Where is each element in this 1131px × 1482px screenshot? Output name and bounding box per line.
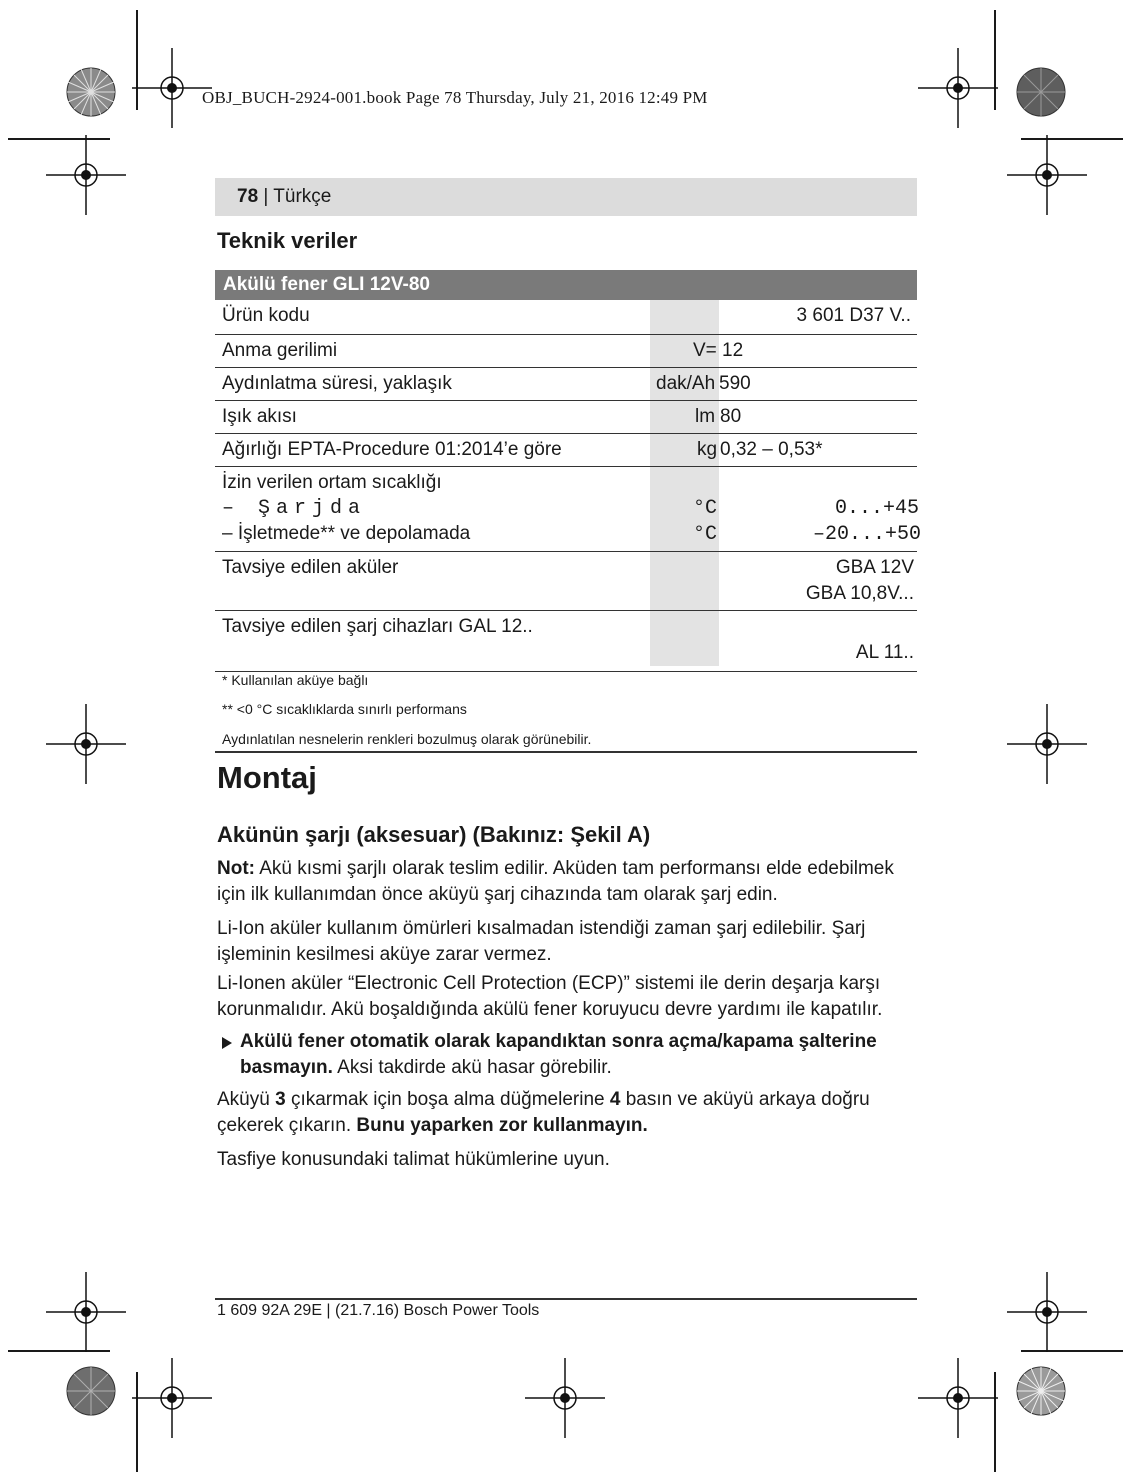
remove-text: çıkarmak için boşa alma düğmelerine <box>285 1089 610 1110</box>
spec-label: Işık akısı <box>222 406 297 427</box>
release-button-reference: 4 <box>609 1089 621 1110</box>
spec-label: İzin verilen ortam sıcaklığı <box>222 472 442 493</box>
spec-value: 80 <box>720 406 742 427</box>
footnote: * Kullanılan aküye bağlı <box>222 672 369 688</box>
warning-text: Aksi takdirde akü hasar görebilir. <box>332 1057 612 1078</box>
spec-table <box>215 270 921 672</box>
footer-rule <box>215 1298 917 1300</box>
remove-text: Aküyü <box>217 1089 276 1110</box>
page-language: Türkçe <box>273 186 332 207</box>
spec-value: GBA 12V <box>835 557 914 578</box>
registration-crosshair-icon <box>132 1358 212 1438</box>
battery-reference: 3 <box>275 1089 286 1110</box>
section-rule <box>215 751 917 753</box>
registration-crosshair-icon <box>918 1358 998 1438</box>
registration-crosshair-icon <box>132 48 212 128</box>
spec-row-luminous-flux <box>215 401 917 434</box>
spec-unit: lm <box>695 406 716 427</box>
spec-row-voltage <box>215 335 917 368</box>
warning-bullet <box>222 1029 922 1081</box>
rosette-icon <box>66 1366 116 1416</box>
remove-text: basın ve aküyü arkaya doğru çekerek çıkarın. <box>217 1089 870 1136</box>
paragraph-ecp: Li-Ionen aküler “Electronic Cell Protection (ECP)” sistemi ile derin deşarja karşı korunmalıdır. Akü boşaldığında akülü fener koruyucu devre yardımı ile kapatılır. <box>217 973 883 1020</box>
spec-row-product-code <box>215 300 917 335</box>
spec-row-temperature <box>215 467 921 552</box>
footnote: ** <0 °C sıcaklıklarda sınırlı performans <box>222 701 467 717</box>
spec-row-chargers <box>215 611 917 672</box>
spec-row-batteries <box>215 552 917 611</box>
charging-heading: Akünün şarjı (aksesuar) (Bakınız: Şekil A) <box>217 822 651 847</box>
registration-crosshair-icon <box>918 48 998 128</box>
registration-crosshair-icon <box>46 704 126 784</box>
footnote: Aydınlatılan nesnelerin renkleri bozulmuş olarak görünebilir. <box>222 731 592 747</box>
spec-value: –20...+50 <box>812 523 921 546</box>
spec-row-weight <box>215 434 917 467</box>
rosette-icon <box>1016 1366 1066 1416</box>
note-text: Akü kısmi şarjlı olarak teslim edilir. Aküden tam performansı elde edebilmek için ilk kullanımdan önce aküyü şarj cihazında tam olarak şarj edin. <box>217 858 894 905</box>
registration-crosshair-icon <box>525 1358 605 1438</box>
page-number: 78 <box>237 186 259 207</box>
spec-unit: °C <box>693 497 718 520</box>
rosette-icon <box>1016 67 1066 117</box>
spec-value: 3 601 D37 V.. <box>796 305 911 326</box>
registration-crosshair-icon <box>1007 135 1087 215</box>
spec-unit: °C <box>693 523 718 546</box>
spec-label: Ağırlığı EPTA-Procedure 01:2014’e göre <box>222 439 562 460</box>
book-header: OBJ_BUCH-2924-001.book Page 78 Thursday, July 21, 2016 12:49 PM <box>202 88 708 107</box>
spec-value: 590 <box>719 373 751 394</box>
spec-row-runtime <box>215 368 917 401</box>
spec-sublabel-operating: – İşletmede** ve depolamada <box>222 523 471 544</box>
spec-label: Ürün kodu <box>222 305 310 326</box>
bullet-arrow-icon <box>222 1037 232 1049</box>
spec-value: AL 11.. <box>855 642 914 663</box>
spec-value: 0,32 – 0,53* <box>720 439 823 460</box>
paragraph-disposal: Tasfiye konusundaki talimat hükümlerine uyun. <box>217 1149 610 1170</box>
remove-caution: Bunu yaparken zor kullanmayın. <box>356 1115 648 1136</box>
registration-crosshair-icon <box>46 135 126 215</box>
paragraph-note <box>217 856 922 908</box>
spec-value: 0...+45 <box>834 497 919 520</box>
rosette-icon <box>66 67 116 117</box>
spec-label: Aydınlatma süresi, yaklaşık <box>222 373 452 394</box>
spec-value: 12 <box>722 340 744 361</box>
montaj-heading: Montaj <box>217 760 317 795</box>
spec-table-header: Akülü fener GLI 12V-80 <box>215 270 917 300</box>
spec-label: Tavsiye edilen şarj cihazları GAL 12.. <box>222 616 533 637</box>
paragraph-li-ion: Li-Ion aküler kullanım ömürleri kısalmadan istendiği zaman şarj edilebilir. Şarj işleminin kesilmesi aküye zarar vermez. <box>217 918 866 965</box>
spec-label: Tavsiye edilen aküler <box>222 557 399 578</box>
page-footer: 1 609 92A 29E | (21.7.16) Bosch Power Tools <box>217 1302 540 1319</box>
spec-unit: V= <box>693 340 717 361</box>
paragraph-remove-battery <box>217 1087 922 1139</box>
spec-unit: dak/Ah <box>656 373 716 394</box>
registration-crosshair-icon <box>46 1272 126 1352</box>
page-bar-separator: | <box>258 186 274 207</box>
registration-crosshair-icon <box>1007 1272 1087 1352</box>
section-title: Teknik veriler <box>217 228 358 253</box>
spec-unit: kg <box>697 439 718 460</box>
registration-crosshair-icon <box>1007 704 1087 784</box>
page-bar <box>215 178 917 216</box>
note-label: Not: <box>217 858 255 879</box>
spec-value: GBA 10,8V... <box>805 583 914 604</box>
spec-label: Anma gerilimi <box>222 340 338 361</box>
warning-bold-text: Akülü fener otomatik olarak kapandıktan sonra açma/kapama şalterine basmayın. <box>240 1031 877 1078</box>
spec-sublabel-charging: – Şarjda <box>222 497 367 520</box>
